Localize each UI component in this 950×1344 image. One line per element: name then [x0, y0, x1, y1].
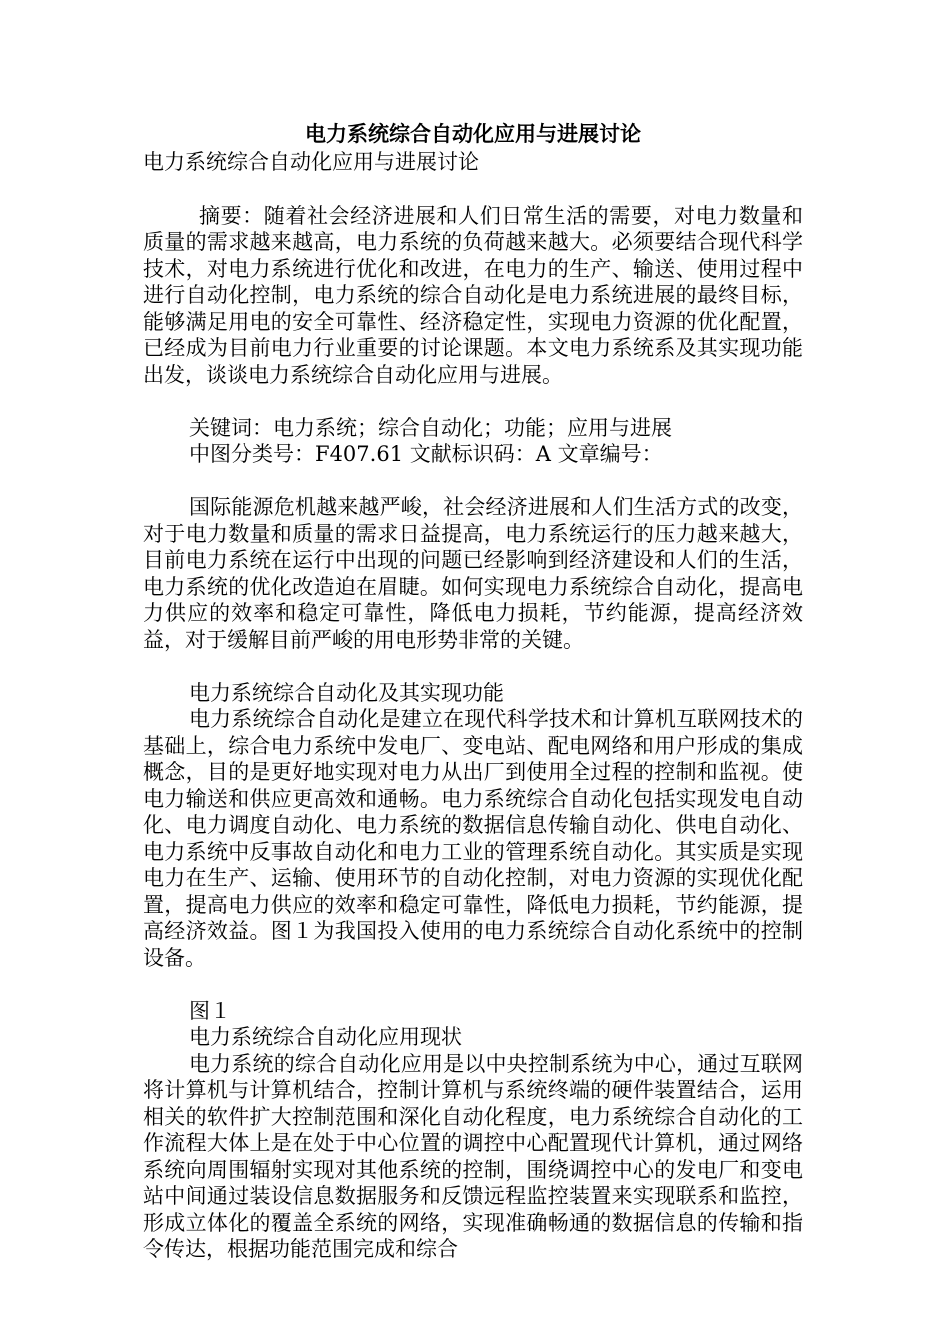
section1-heading: 电力系统综合自动化及其实现功能 — [189, 680, 504, 705]
abstract-paragraph: 摘要：随着社会经济进展和人们日常生活的需要，对电力数量和质量的需求越来越高，电力系统的负荷越来越大。必须要结合现代科学技术，对电力系统进行优化和改进，在电力的生产、输送、使用过程中进行自动化控制，电力系统的综合自动化是电力系统进展的最终目标，能够满足用电的安全可靠性、经济稳定性，实现电力资源的优化配置，已经成为目前电力行业重要的讨论课题。本文电力系统系及其实现功能出发，谈谈电力系统综合自动化应用与进展。 — [143, 203, 803, 387]
intro-paragraph: 国际能源危机越来越严峻，社会经济进展和人们生活方式的改变，对于电力数量和质量的需求日益提高，电力系统运行的压力越来越大，目前电力系统在运行中出现的问题已经影响到经济建设和人们的生活，电力系统的优化改造迫在眉睫。如何实现电力系统综合自动化，提高电力供应的效率和稳定可靠性，降低电力损耗，节约能源，提高经济效益，对于缓解目前严峻的用电形势非常的关键。 — [143, 495, 803, 652]
figure-label: 图１ — [189, 998, 231, 1023]
document-subtitle: 电力系统综合自动化应用与进展讨论 — [143, 150, 479, 174]
keywords-line: 关键词：电力系统；综合自动化；功能；应用与进展 — [189, 415, 672, 440]
spacer — [143, 653, 803, 680]
classification-line: 中图分类号：F407.61 文献标识码：A 文章编号： — [189, 442, 663, 466]
spacer — [143, 971, 803, 998]
section1-paragraph: 电力系统综合自动化是建立在现代科学技术和计算机互联网技术的基础上，综合电力系统中发电厂、变电站、配电网络和用户形成的集成概念，目的是更好地实现对电力从出厂到使用全过程的控制和监视。使电力输送和供应更高效和通畅。电力系统综合自动化包括实现发电自动化、电力调度自动化、电力系统的数据信息传输自动化、供电自动化、电力系统中反事故自动化和电力工业的管理系统自动化。其实质是实现电力在生产、运输、使用环节的自动化控制，对电力资源的实现优化配置，提高电力供应的效率和稳定可靠性，降低电力损耗，节约能源，提高经济效益。图１为我国投入使用的电力系统综合自动化系统中的控制设备。 — [143, 707, 803, 970]
spacer — [143, 388, 803, 415]
document-title: 电力系统综合自动化应用与进展讨论 — [305, 121, 641, 146]
section2-heading: 电力系统综合自动化应用现状 — [189, 1025, 462, 1049]
spacer — [143, 468, 803, 495]
section2-paragraph: 电力系统的综合自动化应用是以中央控制系统为中心，通过互联网将计算机与计算机结合，控制计算机与系统终端的硬件装置结合，运用相关的软件扩大控制范围和深化自动化程度，电力系统综合自动化的工作流程大体上是在处于中心位置的调控中心配置现代计算机，通过网络系统向周围辐射实现对其他系统的控制，围绕调控中心的发电厂和变电站中间通过装设信息数据服务和反馈远程监控装置来实现联系和监控，形成立体化的覆盖全系统的网络，实现准确畅通的数据信息的传输和指令传达，根据功能范围完成和综合 — [143, 1051, 803, 1261]
spacer — [143, 176, 803, 203]
document-page — [143, 120, 803, 1263]
